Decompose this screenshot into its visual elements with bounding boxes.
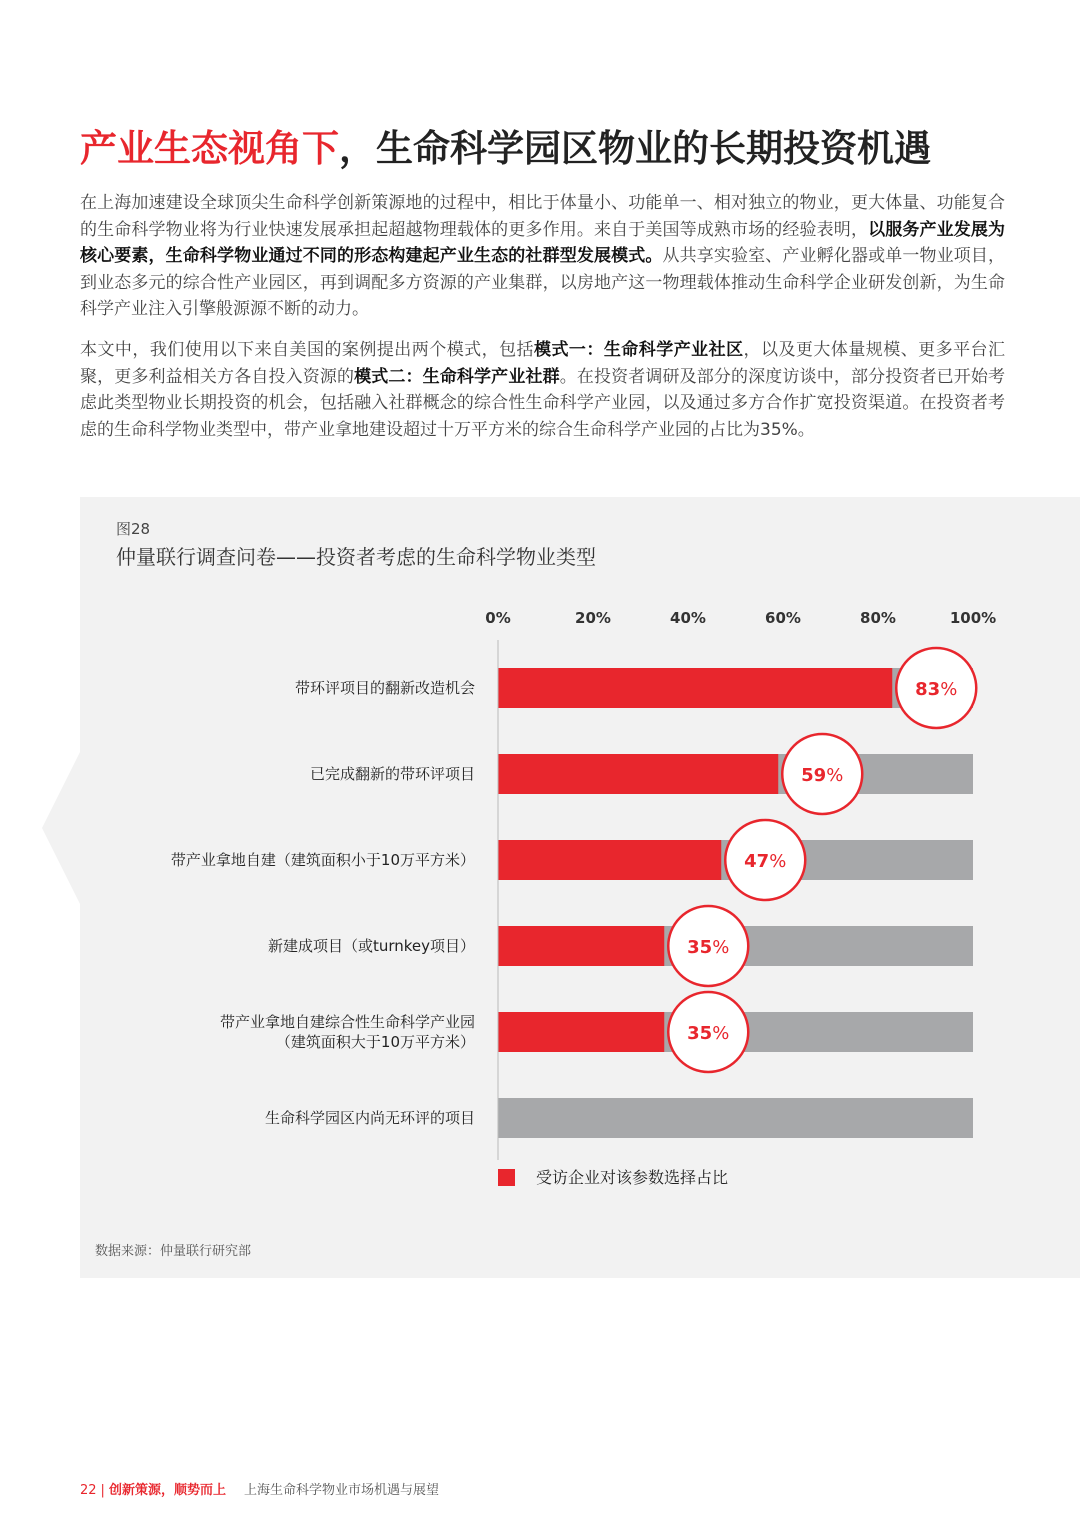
x-tick-label: 80% bbox=[860, 609, 896, 627]
bar bbox=[498, 668, 892, 708]
category-label: 新建成项目（或turnkey项目） bbox=[267, 937, 475, 955]
data-label: 47% bbox=[744, 851, 787, 872]
bar bbox=[498, 754, 778, 794]
footer-doc-title: 上海生命科学物业市场机遇与展望 bbox=[243, 1483, 439, 1498]
p2-run: 。在投资者调研及部分的深度访谈中，部分投资者已开始考虑此类型物业长期投资的机会，包括融入社群概念的综合性生命科学产业园，以及通过多方合作扩宽投资渠道。在投资者考虑的生命科学物业类型中，带产业拿地建设超过十万平方米的综合生命科学产业园的占比为35%。 bbox=[80, 366, 1006, 440]
x-tick-label: 60% bbox=[765, 609, 801, 627]
category-label: 带环评项目的翻新改造机会 bbox=[294, 679, 475, 697]
figure-title: 仲量联行调查问卷——投资者考虑的生命科学物业类型 bbox=[116, 545, 596, 569]
data-label: 35% bbox=[687, 1023, 730, 1044]
category-label: 带产业拿地自建（建筑面积小于10万平方米） bbox=[170, 851, 475, 869]
footer-separator: | bbox=[100, 1483, 105, 1498]
p1-run: 在上海加速建设全球顶尖生命科学创新策源地的过程中，相比于体量小、功能单一、相对独立的物业，更大体量、功能复合的生命科学物业将为行业快速发展承担起超越物理载体的更多作用。来自于美国等成熟市场的经验表明， bbox=[80, 193, 1005, 240]
figure-source: 数据来源：仲量联行研究部 bbox=[95, 1244, 252, 1259]
footer-section: 创新策源，顺势而上 bbox=[108, 1483, 226, 1498]
p2-run: 模式一：生命科学产业社区 bbox=[534, 340, 744, 360]
data-label: 59% bbox=[801, 765, 844, 786]
bar-track bbox=[498, 1098, 973, 1138]
bar bbox=[498, 1012, 664, 1052]
category-label: 已完成翻新的带环评项目 bbox=[309, 765, 475, 783]
legend-label: 受访企业对该参数选择占比 bbox=[536, 1168, 729, 1187]
p1-run: 从共享实验室、产业孵化器或单一物业项目，到业态多元的综合性产业园区，再到调配多方资源的产业集群，以房地产这一物理载体推动生命科学企业研发创新，为生命科学产业注入引擎般源源不断的动力。 bbox=[80, 246, 1006, 320]
category-label: 带产业拿地自建综合性生命科学产业园（建筑面积大于10万平方米） bbox=[219, 1013, 475, 1051]
p1-run: 以服务产业发展为核心要素，生命科学物业通过不同的形态构建起产业生态的社群型发展模式。 bbox=[80, 219, 1006, 267]
page-footer bbox=[80, 1479, 439, 1498]
x-tick-label: 100% bbox=[949, 609, 997, 627]
x-tick-label: 0% bbox=[485, 609, 511, 627]
data-label: 35% bbox=[687, 937, 730, 958]
page-title-highlight: 产业生态视角下 bbox=[80, 127, 339, 170]
p2-run: ，以及更大体量规模、更多平台汇聚，更多利益相关方各自投入资源的 bbox=[80, 340, 1006, 387]
x-tick-label: 20% bbox=[575, 609, 611, 627]
page-number: 22 bbox=[80, 1483, 97, 1498]
figure-number: 图28 bbox=[116, 520, 151, 538]
x-tick-label: 40% bbox=[670, 609, 706, 627]
data-label: 83% bbox=[915, 679, 958, 700]
p2-run: 模式二：生命科学产业社群 bbox=[354, 366, 560, 387]
p2-run: 本文中，我们使用以下来自美国的案例提出两个模式，包括 bbox=[80, 340, 534, 360]
page-title-rest: ，生命科学园区物业的长期投资机遇 bbox=[339, 127, 931, 170]
bar bbox=[498, 926, 664, 966]
category-label: 生命科学园区内尚无环评的项目 bbox=[264, 1109, 475, 1127]
bar bbox=[498, 840, 721, 880]
legend-swatch bbox=[498, 1169, 515, 1186]
